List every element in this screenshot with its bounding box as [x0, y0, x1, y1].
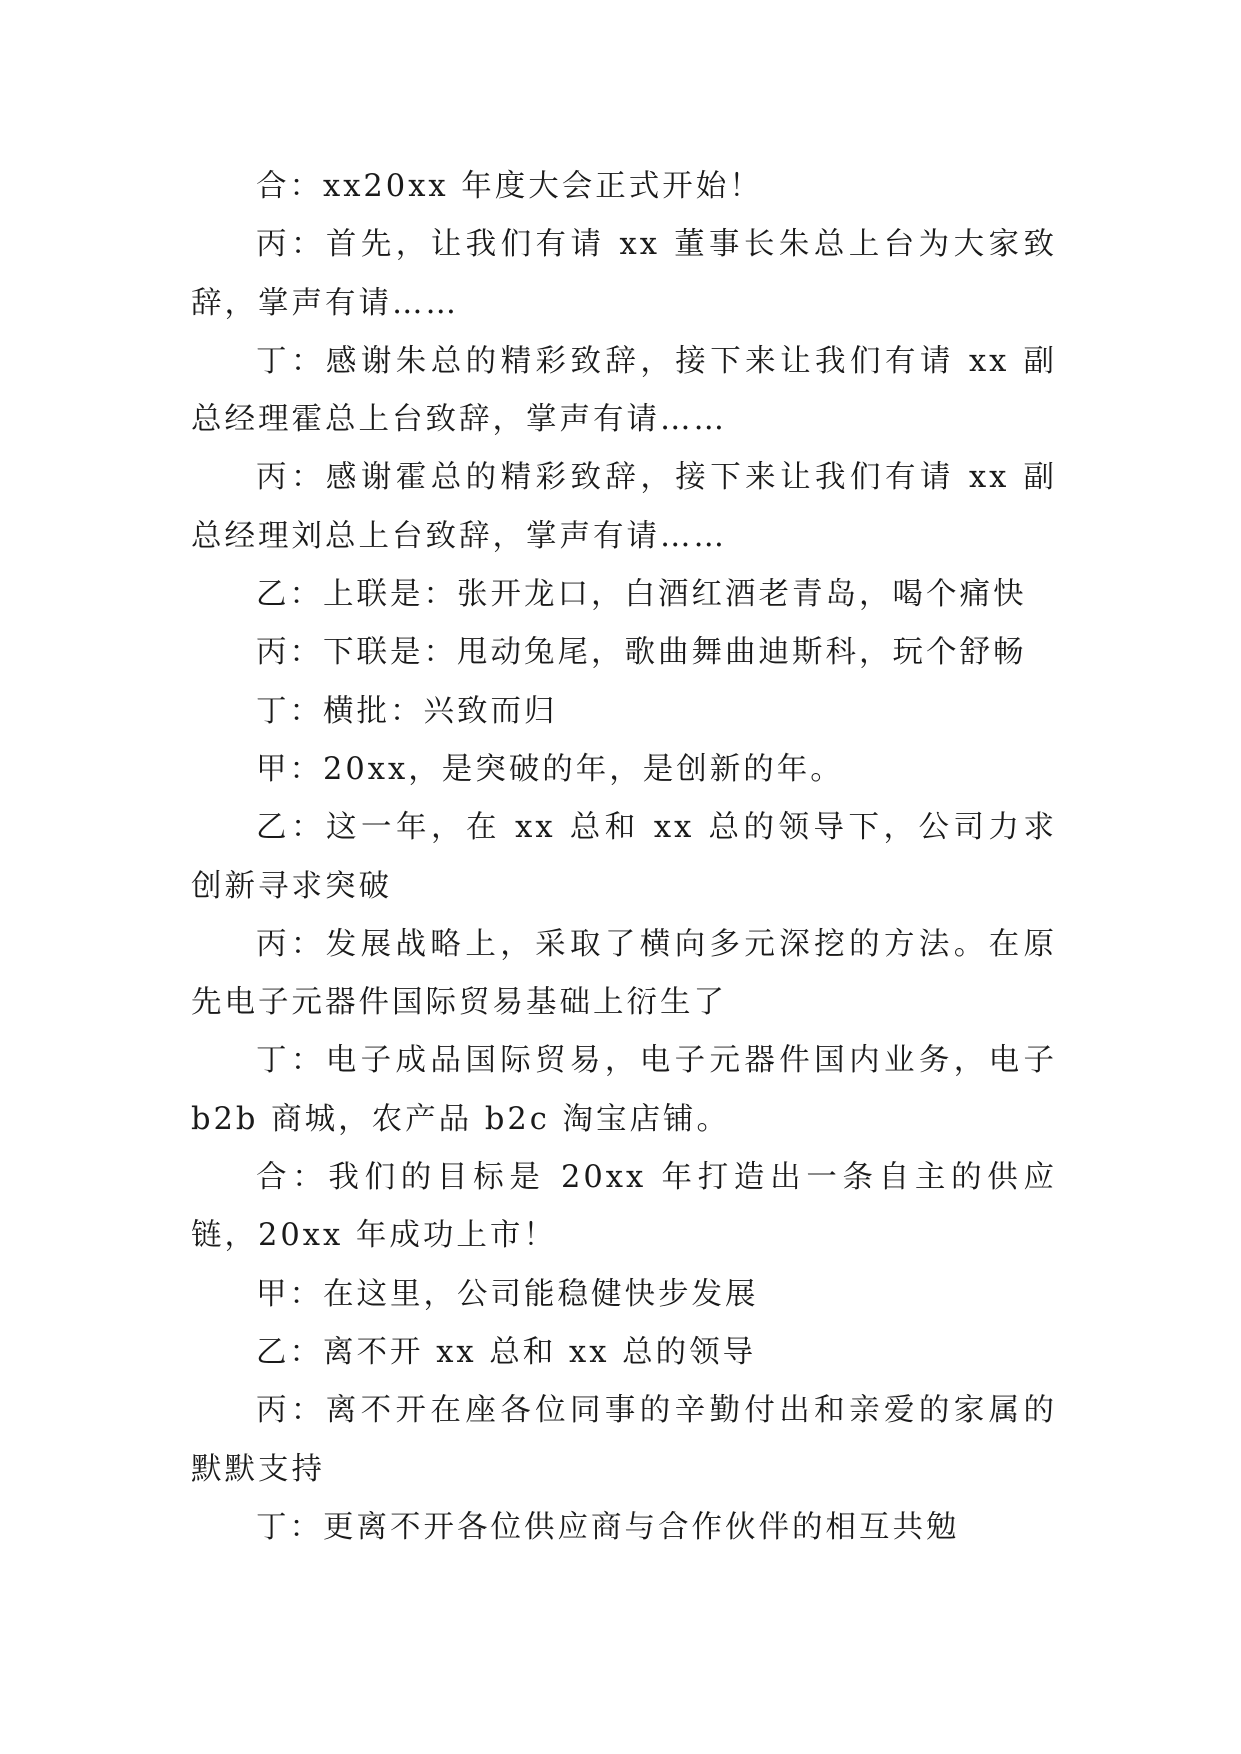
paragraph-7: 丁：横批：兴致而归	[256, 693, 558, 729]
paragraph-3: 丁：感谢朱总的精彩致辞，接下来让我们有请 xx 副总经理霍总上台致辞，掌声有请……	[191, 343, 1057, 438]
paragraph-13: 甲：在这里，公司能稳健快步发展	[256, 1276, 759, 1312]
document-body	[191, 158, 1057, 1557]
paragraph-4: 丙：感谢霍总的精彩致辞，接下来让我们有请 xx 副总经理刘总上台致辞，掌声有请……	[191, 460, 1057, 554]
paragraph-5: 乙：上联是：张开龙口，白酒红酒老青岛，喝个痛快	[256, 577, 1027, 613]
paragraph-1: 合：xx20xx 年度大会正式开始！	[256, 169, 763, 204]
paragraph-16: 丁：更离不开各位供应商与合作伙伴的相互共勉	[256, 1509, 960, 1545]
paragraph-8: 甲：20xx，是突破的年，是创新的年。	[256, 751, 844, 787]
paragraph-14: 乙：离不开 xx 总和 xx 总的领导	[256, 1334, 757, 1370]
paragraph-6: 丙：下联是：甩动兔尾，歌曲舞曲迪斯科，玩个舒畅	[256, 635, 1027, 671]
paragraph-9: 乙：这一年，在 xx 总和 xx 总的领导下，公司力求创新寻求突破	[191, 810, 1057, 904]
paragraph-2: 丙：首先，让我们有请 xx 董事长朱总上台为大家致辞，掌声有请……	[191, 227, 1057, 321]
paragraph-11: 丁：电子成品国际贸易，电子元器件国内业务，电子 b2b 商城，农产品 b2c 淘宝店铺。	[191, 1043, 1057, 1137]
paragraph-15: 丙：离不开在座各位同事的辛勤付出和亲爱的家属的默默支持	[191, 1393, 1057, 1487]
paragraph-12: 合：我们的目标是 20xx 年打造出一条自主的供应链，20xx 年成功上市！	[191, 1160, 1057, 1254]
paragraph-10: 丙：发展战略上，采取了横向多元深挖的方法。在原先电子元器件国际贸易基础上衍生了	[191, 926, 1057, 1021]
